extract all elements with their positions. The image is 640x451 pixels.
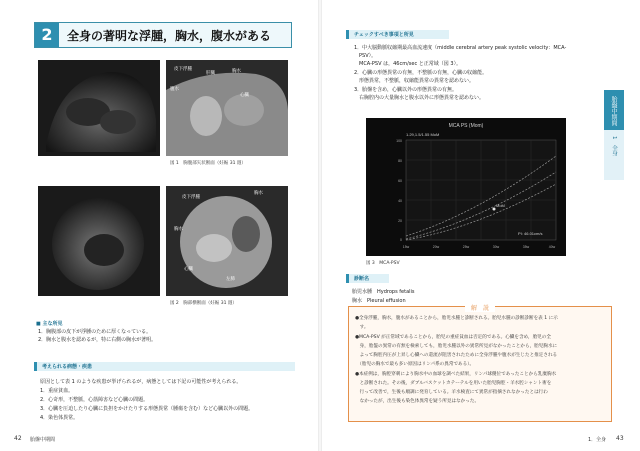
finding-1: 1．胸腹部の皮下が浮腫のために厚くなっている。 bbox=[38, 329, 152, 335]
fig2-label-subcutaneous-edema: 皮下浮腫 bbox=[182, 195, 200, 200]
diagnosis-line-1: 胎児水腫 Hydrops fetalis bbox=[352, 289, 415, 295]
explanation-line: ●本症例は，胸腔穿刺により胸水中の血球を調べた結果，リンパ球優位であったことから乳糜胸水 bbox=[355, 372, 557, 377]
check-line-2: PSV）。 bbox=[354, 53, 377, 59]
explanation-line: ●MCA-PSV が正常域であることから，胎児の重症貧血は否定的である。心臓を含め，胎児の全 bbox=[355, 335, 551, 340]
conditions-heading: 考えられる病態・疾患 bbox=[42, 364, 93, 370]
fig1-label-pleural: 胸水 bbox=[232, 69, 241, 74]
book-gutter bbox=[318, 0, 322, 451]
figure2-ultrasound-left bbox=[38, 186, 160, 296]
fig2-label-pleural-2: 胸水 bbox=[174, 227, 183, 232]
side-tab-label: 胎盤中期間 bbox=[610, 96, 617, 126]
figure1-ultrasound-right bbox=[166, 60, 288, 156]
conditions-heading-bar bbox=[34, 362, 295, 371]
side-subtab bbox=[604, 130, 624, 180]
x-tick-label: 35w bbox=[522, 245, 530, 249]
chart-result-label: PI: 46.01cm/s bbox=[518, 231, 543, 236]
x-tick-label: 20w bbox=[432, 245, 440, 249]
x-tick-label: 40w bbox=[548, 245, 556, 249]
figure3-caption: 図 3 MCA-PSV bbox=[366, 261, 400, 266]
check-line-1: 1．中大脳動脈収縮期最高血流速度（middle cerebral artery peak systolic velocity：MCA- bbox=[354, 45, 567, 51]
chart-title: MCA PS (Mom) bbox=[448, 123, 484, 129]
fig1-label-heart: 心臓 bbox=[240, 93, 249, 98]
figure2-caption: 図 2 胸部横断面（妊娠 31 週） bbox=[170, 301, 237, 306]
y-tick-label: 0 bbox=[400, 238, 402, 242]
check-line-7: 右胸腔内の大量胸水と腹水以外に形態異常を認めない。 bbox=[354, 95, 485, 101]
figure1-caption: 図 1 胸腹部矢状断面（妊娠 31 週） bbox=[170, 161, 246, 166]
check-line-3: MCA-PSV は，46cm/sec と正常域（図 3）。 bbox=[354, 61, 462, 67]
fig1-label-liver: 肝臓 bbox=[206, 71, 215, 76]
explanation-line: 身，胎盤の異常の有無を検索しても，胎児水腫以外の異常所見がなかったことから，胎児胸水に bbox=[355, 344, 558, 349]
figure2-ultrasound-right bbox=[166, 186, 288, 296]
condition-4: 4．染色体異常。 bbox=[40, 415, 79, 421]
right-footer-label: 1．全身 bbox=[588, 437, 607, 443]
fig2-label-heart: 心臓 bbox=[184, 267, 193, 272]
diagnosis-heading: 診断名 bbox=[354, 276, 370, 282]
explanation-line: なかったが，出生後も染色体異常を疑う所見はなかった。 bbox=[355, 399, 480, 404]
explanation-line: （胎児の胸水で最も多い原因はリンパ系の異常である）。 bbox=[355, 362, 475, 367]
explanation-line: ●全身浮腫，胸水，腹水があることから，胎児水腫と診断される。胎児水腫の診断診断を表 1 に示 bbox=[355, 316, 558, 321]
y-tick-label: 20 bbox=[398, 219, 402, 223]
explanation-line: す。 bbox=[355, 325, 369, 330]
fig2-label-pleural-1: 胸水 bbox=[254, 191, 263, 196]
x-tick-label: 15w bbox=[402, 245, 410, 249]
condition-1: 1．重症貧血。 bbox=[40, 388, 74, 394]
condition-3: 3．心臓を圧迫したり心臓に負担をかけたりする形態異常（腫瘍を含む）など心臓以外の問題。 bbox=[40, 406, 254, 412]
x-tick-label: 25w bbox=[462, 245, 470, 249]
section-title-band bbox=[34, 22, 292, 48]
y-tick-label: 40 bbox=[398, 199, 402, 203]
check-heading: チェックすべき事項と所見 bbox=[354, 32, 414, 38]
findings-heading: ■ 主な所見 bbox=[36, 321, 63, 327]
chart-point-label: MoM bbox=[496, 203, 505, 208]
condition-2: 2．心奇形，不整脈，心筋障害など心臓の問題。 bbox=[40, 397, 149, 403]
y-tick-label: 100 bbox=[396, 139, 402, 143]
diagnosis-heading-bar bbox=[346, 274, 389, 283]
x-tick-label: 30w bbox=[492, 245, 500, 249]
fig1-label-subcutaneous-edema: 皮下浮腫 bbox=[174, 67, 192, 72]
check-line-5: 形態異常，不整脈，収縮能異常の異常を認めない。 bbox=[354, 78, 475, 84]
left-footer-label: 胎盤中期間 bbox=[30, 437, 56, 443]
explanation-line: と診断された。その後，ダブルバスケットカテーテルを用いた胎児胸腔・羊水腔シャント術を bbox=[355, 381, 552, 386]
section-title: 全身の著明な浮腫，胸水，腹水がある bbox=[67, 29, 272, 43]
chart-top-label: 1.29,1.5/1.55 MoM bbox=[406, 132, 440, 137]
check-line-4: 2．心臓の形態異常の有無，不整脈の有無，心臓の収縮能。 bbox=[354, 70, 488, 76]
diagnosis-line-2: 胸水 Pleural effusion bbox=[352, 298, 406, 304]
explanation-line: 行って改善で，生後も順調に発育している。羊水検査にて異常が指摘されなかったとは行わ bbox=[355, 390, 548, 395]
figure3-mca-psv-screen bbox=[366, 118, 566, 256]
y-tick-label: 60 bbox=[398, 179, 402, 183]
y-tick-label: 80 bbox=[398, 159, 402, 163]
check-line-6: 3．胎盤を含め，心臓以外の形態異常の有無。 bbox=[354, 87, 457, 93]
figure1-ultrasound-left bbox=[38, 60, 160, 156]
fig2-label-left-lung: 左肺 bbox=[226, 277, 235, 282]
finding-2: 2．胸水と腹水を認めるが，特に右側の胸水が著明。 bbox=[38, 337, 157, 343]
side-subtab-label: 1 全身 bbox=[611, 136, 617, 156]
explanation-title: 解 説 bbox=[465, 303, 495, 312]
explanation-line: よって胸腔内圧が上昇し心臓への還流が阻害されたために全身浮腫や腹水が生じたと推定される bbox=[355, 353, 558, 358]
check-heading-bar bbox=[346, 30, 449, 39]
right-page-number: 43 bbox=[616, 435, 624, 442]
fig1-label-ascites: 腹水 bbox=[170, 87, 179, 92]
section-number: 2 bbox=[35, 23, 59, 47]
explanation-box bbox=[348, 306, 612, 422]
conditions-intro: 原因として表 1 のような疾患が挙げられるが，病態としては下記の可能性が考えられる。 bbox=[40, 379, 242, 385]
left-page-number: 42 bbox=[14, 435, 22, 442]
